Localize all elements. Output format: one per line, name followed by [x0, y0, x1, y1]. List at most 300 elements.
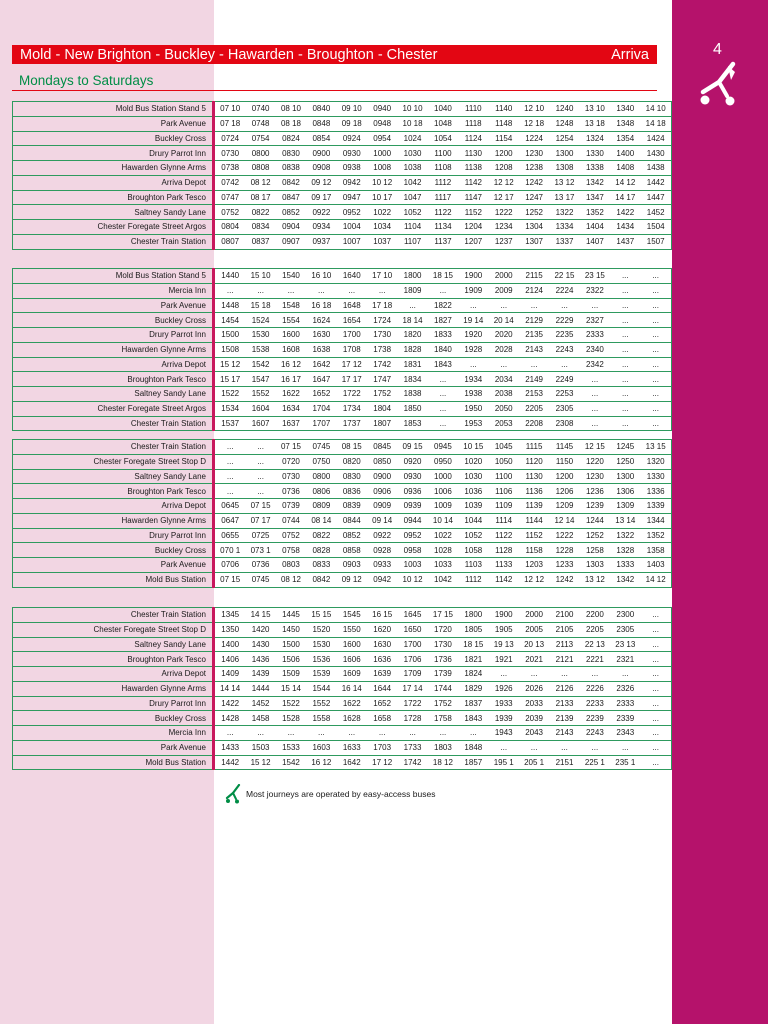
departure-time: ...	[397, 298, 427, 313]
departure-time: 12 10	[519, 102, 549, 117]
departure-time: 22 13	[580, 637, 610, 652]
departure-time: 0839	[337, 499, 367, 514]
departure-time: 1522	[276, 696, 306, 711]
right-color-band	[672, 0, 768, 1024]
departure-time: 12 14	[549, 513, 579, 528]
departure-time: 1030	[458, 469, 488, 484]
table-row	[13, 740, 672, 755]
departure-time: 1550	[337, 622, 367, 637]
stop-name: Hawarden Glynne Arms	[13, 161, 214, 176]
departure-time: 16 17	[276, 372, 306, 387]
departure-time: 1308	[549, 161, 579, 176]
departure-time: 13 18	[580, 116, 610, 131]
departure-time: 1528	[276, 711, 306, 726]
departure-time: 2200	[580, 608, 610, 623]
departure-time: 07 15	[245, 499, 275, 514]
departure-time: 1542	[276, 755, 306, 770]
departure-time: 0804	[214, 220, 246, 235]
departure-time: 1709	[397, 667, 427, 682]
departure-time: 0858	[337, 543, 367, 558]
departure-time: ...	[640, 401, 671, 416]
departure-time: 13 15	[640, 440, 671, 455]
departure-time: 1108	[428, 161, 458, 176]
table-row	[13, 131, 672, 146]
departure-time: 0900	[306, 146, 336, 161]
departure-time: ...	[519, 357, 549, 372]
departure-time: 1600	[337, 637, 367, 652]
departure-time: 1804	[367, 401, 397, 416]
departure-time: 2229	[549, 313, 579, 328]
departure-time: 1052	[458, 528, 488, 543]
departure-time: 1044	[458, 513, 488, 528]
departure-time: 2327	[580, 313, 610, 328]
departure-time: ...	[640, 711, 671, 726]
departure-time: ...	[489, 357, 519, 372]
departure-time: 1508	[214, 342, 246, 357]
departure-time: ...	[610, 357, 640, 372]
departure-time: 09 12	[306, 175, 336, 190]
departure-time: 0748	[245, 116, 275, 131]
departure-time: 1030	[397, 146, 427, 161]
departure-time: 10 12	[397, 572, 427, 587]
departure-time: 1448	[214, 298, 246, 313]
departure-time: 2000	[519, 608, 549, 623]
departure-time: 1800	[397, 269, 427, 284]
departure-time: 1330	[640, 469, 671, 484]
departure-time: 09 10	[337, 102, 367, 117]
departure-time: 1230	[580, 469, 610, 484]
departure-time: 0922	[367, 528, 397, 543]
departure-time: 1130	[519, 469, 549, 484]
departure-time: ...	[214, 283, 246, 298]
departure-time: ...	[610, 313, 640, 328]
stop-name: Chester Train Station	[13, 416, 214, 431]
table-row	[13, 711, 672, 726]
departure-time: 1033	[428, 558, 458, 573]
stop-name: Drury Parrot Inn	[13, 696, 214, 711]
departure-time: 0922	[306, 205, 336, 220]
departure-time: 1028	[428, 543, 458, 558]
departure-time: 2342	[580, 357, 610, 372]
departure-time: 14 18	[640, 116, 671, 131]
departure-time: ...	[640, 622, 671, 637]
departure-time: 1307	[519, 234, 549, 249]
departure-time: ...	[458, 298, 488, 313]
departure-time: 1738	[367, 342, 397, 357]
departure-time: 0952	[397, 528, 427, 543]
departure-time: 1736	[428, 652, 458, 667]
departure-time: 2243	[580, 726, 610, 741]
departure-time: 08 10	[276, 102, 306, 117]
departure-time: 1622	[276, 387, 306, 402]
stop-name: Chester Foregate Street Stop D	[13, 454, 214, 469]
departure-time: 1708	[337, 342, 367, 357]
departure-time: 22 15	[549, 269, 579, 284]
departure-time: 15 10	[245, 269, 275, 284]
departure-time: 1658	[367, 711, 397, 726]
departure-time: ...	[428, 283, 458, 298]
departure-time: 0724	[214, 131, 246, 146]
departure-time: 0822	[245, 205, 275, 220]
departure-time: 07 15	[276, 440, 306, 455]
accessible-bus-icon	[225, 784, 242, 804]
departure-time: 16 14	[337, 681, 367, 696]
departure-time: ...	[428, 726, 458, 741]
stop-name: Mold Bus Station	[13, 572, 214, 587]
table-row	[13, 696, 672, 711]
stop-name: Drury Parrot Inn	[13, 146, 214, 161]
departure-time: ...	[367, 726, 397, 741]
stop-name: Arriva Depot	[13, 175, 214, 190]
departure-time: 1428	[214, 711, 246, 726]
departure-time: 0744	[276, 513, 306, 528]
departure-time: 1642	[337, 755, 367, 770]
table-row	[13, 146, 672, 161]
departure-time: 1045	[489, 440, 519, 455]
departure-time: 2149	[519, 372, 549, 387]
departure-time: 0942	[367, 572, 397, 587]
departure-time: 2028	[489, 342, 519, 357]
departure-time: 1022	[367, 205, 397, 220]
departure-time: 1024	[397, 131, 427, 146]
departure-time: 1004	[337, 220, 367, 235]
departure-time: 0730	[214, 146, 246, 161]
departure-time: 0725	[245, 528, 275, 543]
departure-time: 0745	[245, 572, 275, 587]
departure-time: 1630	[306, 328, 336, 343]
departure-time: 1222	[489, 205, 519, 220]
departure-time: ...	[214, 469, 246, 484]
departure-time: 1339	[640, 499, 671, 514]
departure-time: 1833	[428, 328, 458, 343]
stop-name: Park Avenue	[13, 558, 214, 573]
departure-time: 1206	[549, 484, 579, 499]
departure-time: 1140	[489, 102, 519, 117]
departure-time: 15 12	[245, 755, 275, 770]
departure-time: ...	[610, 667, 640, 682]
departure-time: 16 15	[367, 608, 397, 623]
departure-time: 2020	[489, 328, 519, 343]
departure-time: 13 12	[549, 175, 579, 190]
departure-time: 18 15	[458, 637, 488, 652]
departure-time: 1442	[214, 755, 246, 770]
departure-time: 1831	[397, 357, 427, 372]
departure-time: 14 10	[640, 102, 671, 117]
departure-time: 2124	[519, 283, 549, 298]
departure-time: ...	[549, 667, 579, 682]
departure-time: ...	[610, 298, 640, 313]
departure-time: ...	[610, 328, 640, 343]
departure-time: 1134	[428, 220, 458, 235]
stop-name: Drury Parrot Inn	[13, 528, 214, 543]
departure-time: 1003	[397, 558, 427, 573]
departure-time: 1648	[337, 298, 367, 313]
departure-time: 0828	[306, 543, 336, 558]
departure-time: 0933	[367, 558, 397, 573]
departure-time: 0824	[276, 131, 306, 146]
departure-time: 1239	[580, 499, 610, 514]
departure-time: 1203	[519, 558, 549, 573]
stop-name: Chester Foregate Street Argos	[13, 220, 214, 235]
departure-time: 073 1	[245, 543, 275, 558]
departure-time: 14 15	[245, 608, 275, 623]
departure-time: 1340	[610, 102, 640, 117]
departure-time: 17 17	[337, 372, 367, 387]
departure-time: ...	[640, 283, 671, 298]
stop-name: Arriva Depot	[13, 357, 214, 372]
departure-time: ...	[640, 328, 671, 343]
departure-time: 19 14	[458, 313, 488, 328]
departure-time: 1142	[458, 175, 488, 190]
departure-time: 1652	[367, 696, 397, 711]
departure-time: 1422	[610, 205, 640, 220]
departure-time: 2126	[549, 681, 579, 696]
departure-time: 1037	[367, 234, 397, 249]
departure-time: 0947	[337, 190, 367, 205]
departure-time: 1640	[337, 269, 367, 284]
table-row	[13, 313, 672, 328]
departure-time: 09 18	[337, 116, 367, 131]
departure-time: 0740	[245, 102, 275, 117]
departure-time: 1106	[489, 484, 519, 499]
departure-time: 1928	[458, 342, 488, 357]
departure-time: 2205	[580, 622, 610, 637]
departure-time: ...	[580, 298, 610, 313]
departure-time: 1538	[245, 342, 275, 357]
departure-time: 1548	[276, 298, 306, 313]
departure-time: 1507	[640, 234, 671, 249]
departure-time: 1407	[580, 234, 610, 249]
departure-time: 1103	[458, 558, 488, 573]
departure-time: 15 17	[214, 372, 246, 387]
departure-time: 0940	[367, 102, 397, 117]
departure-time: 1853	[397, 416, 427, 431]
departure-time: 1700	[337, 328, 367, 343]
departure-time: 2129	[519, 313, 549, 328]
departure-time: 1110	[458, 102, 488, 117]
departure-time: 2333	[580, 328, 610, 343]
departure-time: 1603	[306, 740, 336, 755]
departure-time: ...	[337, 726, 367, 741]
departure-time: 1442	[640, 175, 671, 190]
departure-time: 0739	[276, 499, 306, 514]
departure-time: 1107	[397, 234, 427, 249]
departure-time: ...	[245, 726, 275, 741]
departure-time: 1821	[458, 652, 488, 667]
departure-time: 16 18	[306, 298, 336, 313]
departure-time: 07 18	[214, 116, 246, 131]
departure-time: 1828	[397, 342, 427, 357]
stop-name: Broughton Park Tesco	[13, 652, 214, 667]
table-row	[13, 401, 672, 416]
stop-name: Chester Train Station	[13, 440, 214, 455]
departure-time: 0958	[397, 543, 427, 558]
departure-time: 1009	[428, 499, 458, 514]
departure-time: 1338	[580, 161, 610, 176]
departure-time: ...	[245, 469, 275, 484]
departure-time: 0720	[276, 454, 306, 469]
stop-name: Park Avenue	[13, 298, 214, 313]
departure-time: ...	[549, 298, 579, 313]
departure-time: 0909	[367, 499, 397, 514]
departure-time: 1520	[306, 622, 336, 637]
departure-time: ...	[640, 740, 671, 755]
departure-time: 0800	[245, 146, 275, 161]
departure-time: 1104	[397, 220, 427, 235]
departure-time: 1409	[214, 667, 246, 682]
departure-time: 1506	[276, 652, 306, 667]
departure-time: 0803	[276, 558, 306, 573]
departure-time: 2151	[549, 755, 579, 770]
departure-time: 0950	[428, 454, 458, 469]
departure-time: 1540	[276, 269, 306, 284]
departure-time: 0845	[367, 440, 397, 455]
departure-time: 0952	[337, 205, 367, 220]
departure-time: 15 18	[245, 298, 275, 313]
departure-time: 2121	[549, 652, 579, 667]
departure-time: 1752	[428, 696, 458, 711]
departure-time: 0822	[306, 528, 336, 543]
departure-time: 1838	[397, 387, 427, 402]
departure-time: 2153	[519, 387, 549, 402]
departure-time: 2050	[489, 401, 519, 416]
departure-time: 1530	[245, 328, 275, 343]
departure-time: 1438	[640, 161, 671, 176]
departure-time: 1734	[337, 401, 367, 416]
departure-time: 1620	[367, 622, 397, 637]
departure-time: 1642	[306, 357, 336, 372]
stop-name: Arriva Depot	[13, 667, 214, 682]
departure-time: 2021	[519, 652, 549, 667]
departure-time: 0820	[337, 454, 367, 469]
departure-time: 17 15	[428, 608, 458, 623]
departure-time: 1137	[428, 234, 458, 249]
departure-time: 0848	[306, 116, 336, 131]
departure-time: ...	[640, 357, 671, 372]
departure-time: 0900	[367, 469, 397, 484]
departure-time: 2039	[519, 711, 549, 726]
departure-time: 1434	[610, 220, 640, 235]
departure-time: 09 15	[397, 440, 427, 455]
departure-time: 1124	[458, 131, 488, 146]
stop-name: Mercia Inn	[13, 726, 214, 741]
departure-time: ...	[640, 696, 671, 711]
table-row	[13, 269, 672, 284]
departure-time: 14 12	[640, 572, 671, 587]
departure-time: 1337	[549, 234, 579, 249]
departure-time: 2135	[519, 328, 549, 343]
departure-time: 2308	[549, 416, 579, 431]
departure-time: 0930	[397, 469, 427, 484]
departure-time: 1258	[580, 543, 610, 558]
departure-time: ...	[640, 608, 671, 623]
departure-time: 1933	[489, 696, 519, 711]
table-row	[13, 328, 672, 343]
departure-time: 1424	[640, 131, 671, 146]
departure-time: 1654	[337, 313, 367, 328]
departure-time: 1609	[337, 667, 367, 682]
departure-time: 2321	[610, 652, 640, 667]
departure-time: 09 14	[367, 513, 397, 528]
timetable-section-1	[12, 101, 672, 250]
departure-time: 1228	[549, 543, 579, 558]
departure-time: 1503	[245, 740, 275, 755]
departure-time: 1347	[580, 190, 610, 205]
departure-time: ...	[610, 372, 640, 387]
departure-time: 1358	[640, 543, 671, 558]
departure-time: 0903	[337, 558, 367, 573]
departure-time: 0854	[306, 131, 336, 146]
departure-time: 2205	[519, 401, 549, 416]
departure-time: 0809	[306, 499, 336, 514]
departure-time: 1921	[489, 652, 519, 667]
departure-time: 1048	[428, 116, 458, 131]
table-row	[13, 205, 672, 220]
departure-time: 07 17	[245, 513, 275, 528]
departure-time: 13 14	[610, 513, 640, 528]
departure-time: 13 17	[549, 190, 579, 205]
departure-time: 2143	[549, 726, 579, 741]
departure-time: 1006	[428, 484, 458, 499]
departure-time: 1905	[489, 622, 519, 637]
departure-time: 1939	[489, 711, 519, 726]
departure-time: 1450	[276, 622, 306, 637]
departure-time: 1322	[610, 528, 640, 543]
departure-time: 1039	[458, 499, 488, 514]
departure-time: 1834	[397, 372, 427, 387]
departure-time: 1857	[458, 755, 488, 770]
departure-time: ...	[640, 637, 671, 652]
departure-time: 1133	[489, 558, 519, 573]
table-row	[13, 681, 672, 696]
departure-time: 1120	[519, 454, 549, 469]
departure-time: 0745	[306, 440, 336, 455]
departure-time: 1042	[428, 572, 458, 587]
departure-time: 1500	[214, 328, 246, 343]
departure-time: 1237	[489, 234, 519, 249]
departure-time: 1630	[367, 637, 397, 652]
departure-time: 1208	[489, 161, 519, 176]
timetable	[12, 268, 672, 431]
departure-time: 1547	[245, 372, 275, 387]
departure-time: 1552	[245, 387, 275, 402]
departure-time: 1938	[458, 387, 488, 402]
departure-time: 20 13	[519, 637, 549, 652]
departure-time: 1934	[458, 372, 488, 387]
departure-time: 1920	[458, 328, 488, 343]
departure-time: 1222	[549, 528, 579, 543]
table-row	[13, 175, 672, 190]
departure-time: 1209	[549, 499, 579, 514]
departure-time: 1406	[214, 652, 246, 667]
stop-name: Mold Bus Station	[13, 755, 214, 770]
departure-time: ...	[610, 401, 640, 416]
departure-time: 2221	[580, 652, 610, 667]
departure-time: 12 15	[580, 440, 610, 455]
departure-time: 17 10	[367, 269, 397, 284]
table-row	[13, 116, 672, 131]
departure-time: 1150	[549, 454, 579, 469]
departure-time: 1430	[640, 146, 671, 161]
departure-time: 1352	[580, 205, 610, 220]
table-row	[13, 484, 672, 499]
departure-time: 2343	[610, 726, 640, 741]
departure-time: 235 1	[610, 755, 640, 770]
departure-time: 1545	[337, 608, 367, 623]
departure-time: 1252	[519, 205, 549, 220]
departure-time: 1152	[519, 528, 549, 543]
footnote	[225, 784, 435, 804]
